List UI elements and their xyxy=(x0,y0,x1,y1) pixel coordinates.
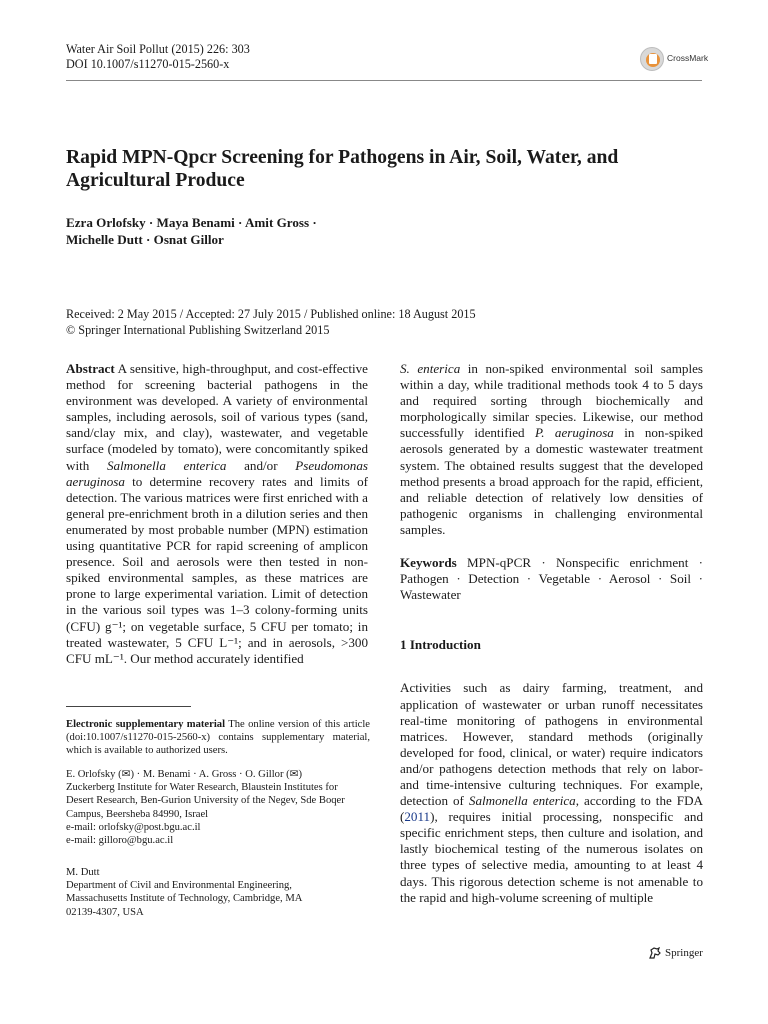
dates-line: Received: 2 May 2015 / Accepted: 27 July 2015 / Published online: 18 August 2015 xyxy=(66,307,476,321)
email-link[interactable]: e-mail: orlofsky@post.bgu.ac.il xyxy=(66,821,201,833)
species-name: S. enterica xyxy=(400,361,461,376)
copyright-line: © Springer International Publishing Switzerland 2015 xyxy=(66,322,330,337)
header-rule xyxy=(66,80,702,81)
keywords: Keywords MPN-qPCR · Nonspecific enrichment · Pathogen · Detection · Vegetable · Aerosol · Soil · Wastewater xyxy=(400,555,703,603)
introduction-paragraph: Activities such as dairy farming, treatment, and application of wastewater or urban runoff necessitates real-time monitoring of pathogens in environmental matrices. However, standard methods (originally developed for food, clinical, or water) require indicators and/or pathogens detection methods that rely on labor- and time-intensive culturing techniques. For example, detection of Salmonella enterica, according to the FDA (2011), requires initial processing, nonspecific and specific enrichment steps, then culture and isolation, and lastly biochemical testing of the numerous isolates on three types of selective media, amounting to at least 4 days. This rigorous detection scheme is not amenable to the rapid and high-volume screening of multiple xyxy=(400,680,703,905)
species-name: P. aeruginosa xyxy=(534,425,614,441)
affiliation-block-2: M. Dutt Department of Civil and Environmental Engineering, Massachusetts Institute of Technology, Cambridge, MA 02139-4307, USA xyxy=(66,867,303,918)
species-name: Salmonella enterica xyxy=(106,457,227,473)
species-name: Pseudomonas aeruginosa xyxy=(66,457,368,489)
crossmark-badge[interactable] xyxy=(640,47,708,73)
publisher-name: Springer xyxy=(665,947,703,959)
author-line-1: Ezra Orlofsky · Maya Benami · Amit Gross · xyxy=(66,215,317,230)
journal-header xyxy=(66,42,250,72)
doi-line[interactable]: DOI 10.1007/s11270-015-2560-x xyxy=(66,57,230,71)
abstract-paragraph: Abstract A sensitive, high-throughput, and cost-effective method for screening bacterial pathogens in the environment was developed. A variety of environmental samples, including aerosols, soil of various types (sand, sand/clay mix, and clay), wastewater, and vegetable surface (modeled by tomato), were concomitantly spiked with Salmonella enterica and/or Pseudomonas aeruginosa to determine recovery rates and limits of detection. The various matrices were first enriched with a general pre-enrichment broth in a dilution series and then enumerated by most probable number (MPN) estimation using quantitative PCR for rapid screening of amplicon presence. Soil and aerosols were then tested in non-spiked environmental samples, as these matrices are prone to large experimental variation. Limit of detection in the various soil types was 1–3 colony-forming units (CFU) g⁻¹; on vegetable surface, 5 CFU per tomato; in treated wastewater, 5 CFU L⁻¹; and in aerosols, >300 CFU mL⁻¹. Our method accurately identified xyxy=(66,361,368,666)
citation-link[interactable]: 2011 xyxy=(404,809,431,825)
publication-history xyxy=(66,307,476,338)
abstract-label: Abstract xyxy=(66,361,115,376)
crossmark-label: CrossMark xyxy=(667,53,709,63)
author-list xyxy=(66,214,317,248)
author-line-2: Michelle Dutt · Osnat Gillor xyxy=(66,232,224,247)
springer-horse-icon xyxy=(648,946,662,960)
publisher-logo xyxy=(648,946,703,960)
email-link[interactable]: e-mail: gilloro@bgu.ac.il xyxy=(66,835,174,847)
section-heading-introduction: 1 Introduction xyxy=(400,637,481,653)
journal-citation: Water Air Soil Pollut (2015) 226: 303 xyxy=(66,42,250,56)
crossmark-icon xyxy=(640,47,664,71)
abstract-continued: S. enterica in non-spiked environmental soil samples within a day, while traditional methods took 4 to 5 days and required sorting through biochemically and morphologically similar species. Likewise, our method successfully identified P. aeruginosa in non-spiked aerosols generated by a domestic wastewater treatment system. The obtained results suggest that the developed method presents a broad approach for the rapid, efficient, and reliable detection of relatively low densities of pathogenic organisms in challenging environmental samples. xyxy=(400,361,704,537)
article-title: Rapid MPN-Qpcr Screening for Pathogens in Air, Soil, Water, and Agricultural Produce xyxy=(66,147,619,191)
keywords-label: Keywords xyxy=(400,555,457,571)
supplementary-note: Electronic supplementary material The online version of this article (doi:10.1007/s11270-015-2560-x) contains supplementary material, which is available to authorized users. xyxy=(66,719,370,757)
esm-label: Electronic supplementary material xyxy=(66,719,226,730)
affiliation-block-1: E. Orlofsky (✉) · M. Benami · A. Gross · O. Gillor (✉) Zuckerberg Institute for Water Research, Blaustein Institutes for Desert Research, Ben-Gurion University of the Negev, Sde Boqer Campus, Beersheba 84990, Israel e-mail: orlofsky@post.bgu.ac.il e-mail: gilloro@bgu.ac.il xyxy=(66,768,370,847)
right-column xyxy=(400,361,703,906)
species-name: Salmonella enterica xyxy=(468,793,576,809)
abstract-left-column xyxy=(66,361,368,667)
footnote-rule xyxy=(66,706,191,707)
